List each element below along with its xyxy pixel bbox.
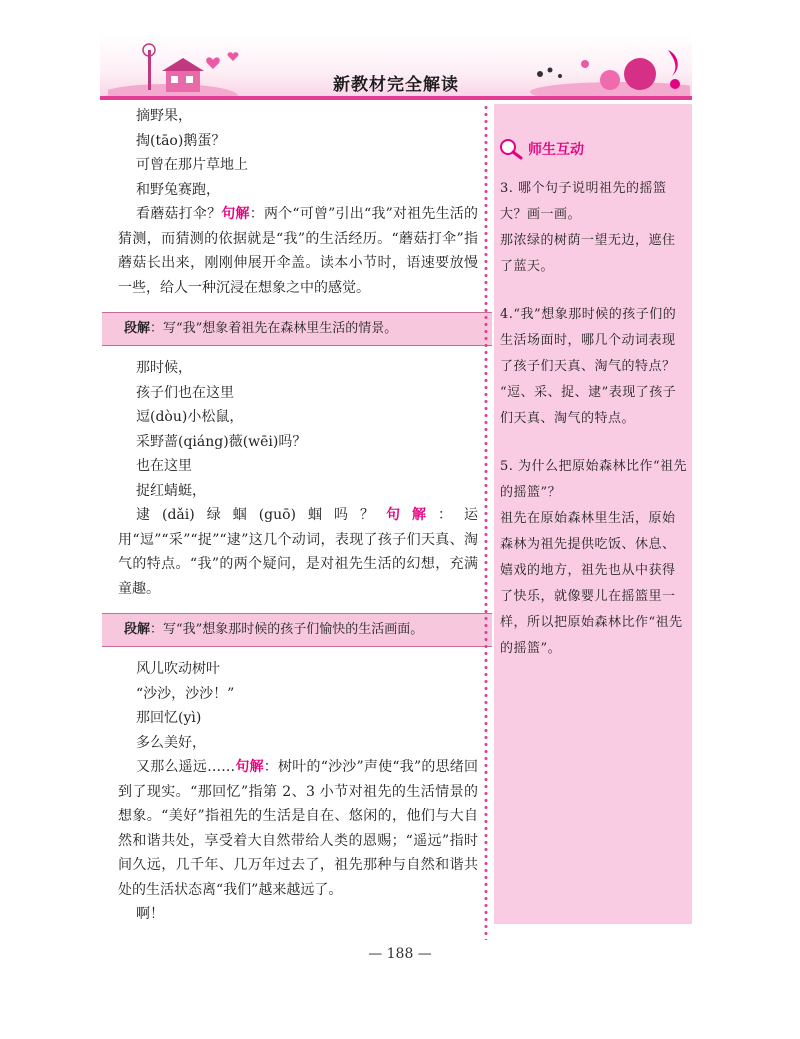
poem-block-3 [118,657,478,755]
qa-item [500,176,688,280]
magnifier-icon [498,138,524,160]
sidebar-heading [498,138,584,160]
poem-line: 风儿吹动树叶 [136,661,220,677]
annotation-paragraph [118,202,478,300]
question-text: 4.“我”想象那时候的孩子们的生活场面时，哪几个动词表现了孩子们天真、淘气的特点？ [500,307,677,374]
sentence-analysis-text: ：两个“可曾”引出“我”对祖先生活的猜测，而猜测的依据就是“我”的生活经历。“蘑菇打伞”指蘑菇长出来，刚刚伸展开伞盖。读本小节时，语速要放慢一些，给人一种沉浸在想象之中的感觉。 [118,206,479,296]
sentence-analysis-text: ：运用“逗”“采”“捉”“逮”这几个动词，表现了孩子们天真、淘气的特点。“我”的两个疑问，是对祖先生活的幻想，充满童趣。 [118,507,479,597]
segment-analysis-label: 段解 [124,321,151,336]
page-number: — 188 — [368,946,432,962]
qa-item [500,454,688,662]
poem-line: 孩子们也在这里 [136,384,234,401]
sentence-analysis-text: ：树叶的“沙沙”声使“我”的思绪回到了现实。“那回忆”指第 2、3 小节对祖先的生活情景的想象。“美好”指祖先的生活是自在、悠闲的，他们与大自然和谐共处，享受着大自然带给人类的恩赐；“遥远”指时间久远，几千年、几万年过去了，祖先那种与自然和谐共处的生活状态离“我们”越来越远了。 [118,759,478,898]
poem-line: 那时候， [136,360,192,376]
question-text: 3. 哪个句子说明祖先的摇篮大？画一画。 [500,181,667,222]
segment-analysis-label: 段解 [124,622,151,637]
header-title: 新教材完全解读 [333,75,459,95]
sidebar-title: 师生互动 [528,142,584,158]
annotation-paragraph [118,503,478,601]
segment-analysis-text: ：写“我”想象那时候的孩子们愉快的生活画面。 [150,622,424,637]
answer-text: “逗、采、捉、逮”表现了孩子们天真、淘气的特点。 [500,385,677,426]
poem-line: 掏(tāo)鹅蛋？ [136,132,226,149]
qa-item [500,302,688,432]
poem-line: 捉红蜻蜓， [136,482,206,499]
column-separator [484,104,488,940]
answer-text: 祖先在原始森林里生活，原始森林为祖先提供吃饭、休息、嬉戏的地方，祖先也从中获得了快乐，就像婴儿在摇篮里一样，所以把原始森林比作“祖先的摇篮”。 [500,511,683,656]
header-banner [100,34,692,100]
poem-line: “沙沙，沙沙！” [136,685,235,702]
header-divider [100,96,692,100]
poem-line: 和野兔赛跑， [136,181,220,198]
poem-line: 摘野果， [136,108,192,124]
sidebar-qa-list [500,176,688,684]
poem-final-line: 啊！ [136,906,164,922]
sentence-analysis-label: 句解 [235,759,264,775]
sentence-analysis-label: 句解 [386,507,439,523]
annotation-paragraph [118,755,478,902]
poem-line: 那回忆(yì) [136,710,202,726]
poem-line: 逗(dòu)小松鼠， [136,409,244,425]
segment-analysis-box [102,312,492,346]
segment-analysis-box [102,613,492,647]
poem-line: 采野蔷(qiáng)薇(wēi)吗？ [136,433,307,450]
segment-analysis-text: ：写“我”想象着祖先在森林里生活的情景。 [150,321,398,336]
sentence-analysis-label: 句解 [221,206,250,222]
question-text: 5. 为什么把原始森林比作“祖先的摇篮”？ [500,459,688,500]
poem-line: 多么美好， [136,734,206,751]
poem-line: 逮(dǎi)绿蝈(guō)蝈吗？ [136,507,387,523]
teacher-student-sidebar [494,104,692,924]
poem-line: 也在这里 [136,458,192,474]
poem-block-2 [118,356,478,503]
poem-block-1 [118,104,478,202]
poem-line: 又那么遥远…… [136,759,236,775]
poem-line: 可曾在那片草地上 [136,157,248,173]
answer-text: 那浓绿的树荫一望无边，遮住了蓝天。 [500,233,676,274]
poem-line: 看蘑菇打伞？ [136,206,222,222]
main-text-column [118,104,478,927]
